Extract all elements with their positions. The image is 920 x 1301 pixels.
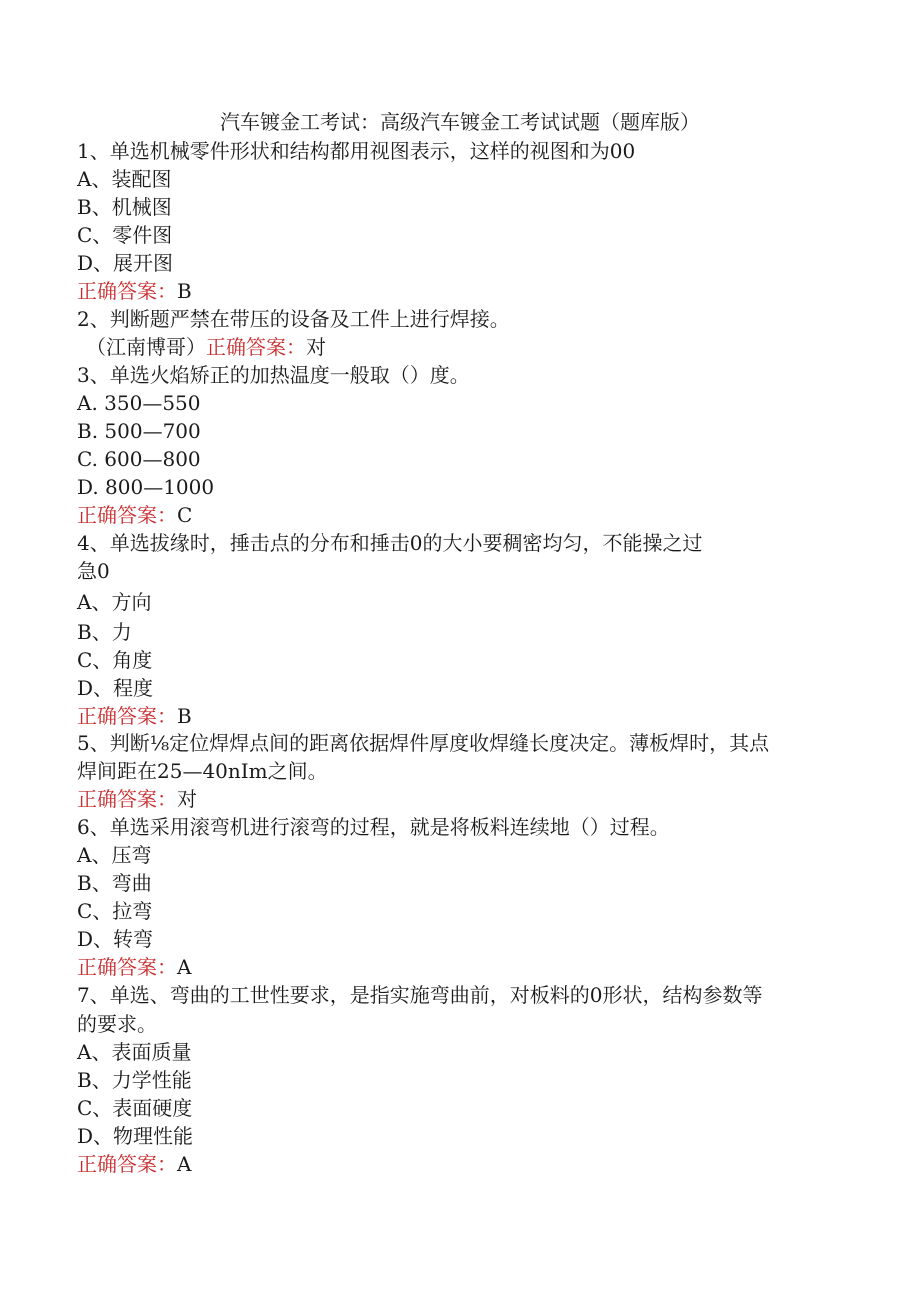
question-3-stem: 3、单选火焰矫正的加热温度一般取（）度。 (77, 363, 470, 387)
answer-value: B (177, 704, 192, 728)
question-7-option-c: C、表面硬度 (77, 1096, 193, 1120)
answer-value: C (177, 503, 193, 527)
question-3-option-c: C. 600—800 (77, 447, 201, 471)
question-6-option-c: C、拉弯 (77, 899, 153, 923)
question-1-option-a: A、装配图 (77, 167, 172, 191)
answer-label: 正确答案： (77, 1152, 177, 1176)
answer-value: 对 (177, 787, 197, 811)
question-7-option-a: A、表面质量 (77, 1040, 192, 1064)
question-7-stem-line-1: 7、单选、弯曲的工世性要求，是指实施弯曲前，对板料的0形状，结构参数等 (77, 983, 763, 1007)
question-1-answer (77, 277, 192, 305)
answer-label: 正确答案： (206, 335, 306, 359)
question-1-option-b: B、机械图 (77, 195, 172, 219)
question-7-stem-line-2: 的要求。 (77, 1012, 157, 1036)
question-4-answer (77, 702, 192, 730)
question-1-option-c: C、零件图 (77, 223, 173, 247)
answer-label: 正确答案： (77, 704, 177, 728)
question-1-stem: 1、单选机械零件形状和结构都用视图表示，这样的视图和为00 (77, 139, 636, 163)
question-4-option-b: B、力 (77, 620, 132, 644)
question-6-stem: 6、单选采用滚弯机进行滚弯的过程，就是将板料连续地（）过程。 (77, 815, 670, 839)
answer-label: 正确答案： (77, 503, 177, 527)
question-3-answer (77, 501, 192, 529)
answer-label: 正确答案： (77, 279, 177, 303)
question-7-option-d: D、物理性能 (77, 1124, 194, 1148)
answer-label: 正确答案： (77, 955, 177, 979)
question-3-option-d: D. 800—1000 (77, 475, 215, 499)
question-4-option-d: D、程度 (77, 676, 154, 700)
question-1-option-d: D、展开图 (77, 251, 174, 275)
answer-value: A (177, 955, 192, 979)
question-7-option-b: B、力学性能 (77, 1068, 192, 1092)
question-4-stem-line-2: 急0 (77, 559, 110, 583)
question-5-stem-line-1: 5、判断⅛定位焊焊点间的距离依据焊件厚度收焊缝长度决定。薄板焊时，其点 (77, 731, 770, 755)
source-note: （江南博哥） (86, 335, 206, 359)
question-2-stem: 2、判断题严禁在带压的设备及工件上进行焊接。 (77, 307, 510, 331)
question-5-answer (77, 785, 197, 813)
question-4-option-c: C、角度 (77, 648, 153, 672)
question-6-option-d: D、转弯 (77, 927, 154, 951)
answer-value: 对 (306, 335, 326, 359)
question-6-answer (77, 953, 191, 981)
question-4-stem-line-1: 4、单选拔缘时，捶击点的分布和捶击0的大小要稠密均匀，不能操之过 (77, 531, 703, 555)
question-2-answer (86, 333, 326, 361)
question-4-option-a: A、方向 (77, 590, 152, 614)
question-6-option-b: B、弯曲 (77, 871, 152, 895)
document-title: 汽车镀金工考试：高级汽车镀金工考试试题（题库版） (220, 110, 700, 134)
question-3-option-a: A. 350—550 (77, 391, 201, 415)
answer-value: A (177, 1152, 192, 1176)
question-7-answer (77, 1150, 191, 1178)
answer-label: 正确答案： (77, 787, 177, 811)
question-3-option-b: B. 500—700 (77, 419, 201, 443)
answer-value: B (177, 279, 192, 303)
question-6-option-a: A、压弯 (77, 843, 152, 867)
question-5-stem-line-2: 焊间距在25—40nIm之间。 (77, 759, 328, 783)
